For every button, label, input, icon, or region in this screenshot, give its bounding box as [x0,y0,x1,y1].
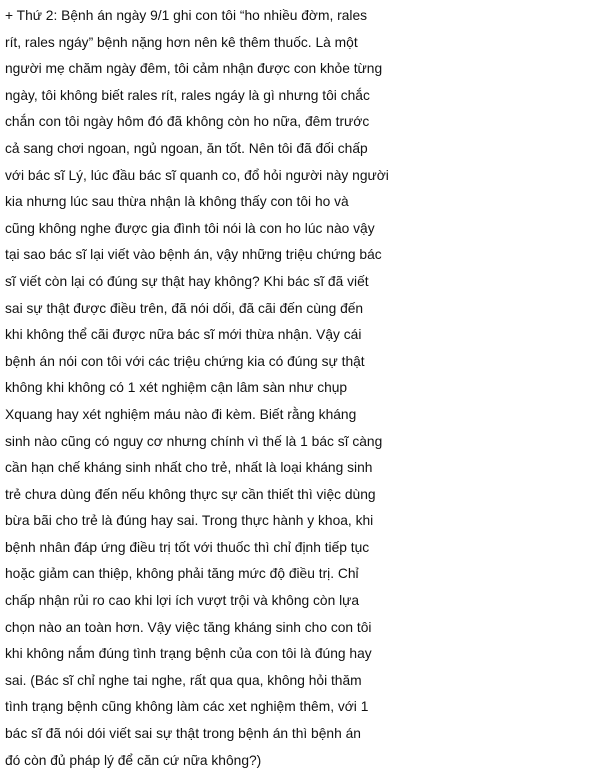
post-text-line: rít, rales ngáy” bệnh nặng hơn nên kê thêm thuốc. Là một [5,34,358,50]
post-text-line: bác sĩ đã nói dói viết sai sự thật trong bệnh án thì bệnh án [5,726,361,742]
post-text-line: với bác sĩ Lý, lúc đầu bác sĩ quanh co, đổ hỏi người này người [5,167,389,183]
post-text-line: cũng không nghe được gia đình tôi nói là con ho lúc nào vậy [5,220,375,236]
post-text-line: khi không thể cãi được nữa bác sĩ mới thừa nhận. Vậy cái [5,327,362,343]
post-text-line: tình trạng bệnh cũng không làm các xet nghiệm thêm, với 1 [5,699,369,715]
post-text-line: chắn con tôi ngày hôm đó đã không còn ho nữa, đêm trước [5,114,370,130]
post-text-line: cả sang chơi ngoan, ngủ ngoan, ăn tốt. Nên tôi đã đối chấp [5,140,368,156]
post-text-line: đó còn đủ pháp lý để căn cứ nữa không?) [5,752,262,768]
post-text-line: hoặc giảm can thiệp, không phải tăng mức độ điều trị. Chỉ [5,566,359,582]
post-text-line: kia nhưng lúc sau thừa nhận là không thấy con tôi ho và [5,194,349,210]
post-text-line: người mẹ chăm ngày đêm, tôi cảm nhận được con khỏe từng [5,61,383,77]
post-text-line: sai. (Bác sĩ chỉ nghe tai nghe, rất qua qua, không hỏi thăm [5,672,362,688]
post-text-line: + Thứ 2: Bệnh án ngày 9/1 ghi con tôi “ho nhiều đờm, rales [5,8,368,23]
post-text-line: ngày, tôi không biết rales rít, rales ngáy là gì nhưng tôi chắc [5,87,370,103]
post-text-line: bệnh nhân đáp ứng điều trị tốt với thuốc thì chỉ định tiếp tục [5,539,370,555]
post-text-line: bệnh án nói con tôi với các triệu chứng kia có đúng sự thật [5,353,365,369]
post-text-line: cần hạn chế kháng sinh nhất cho trẻ, nhất là loại kháng sinh [5,460,373,476]
post-text-line: khi không nắm đúng tình trạng bệnh của con tôi là đúng hay [5,646,372,662]
post-text-line: tại sao bác sĩ lại viết vào bệnh án, vậy những triệu chứng bác [5,247,382,263]
post-text-line: Xquang hay xét nghiệm máu nào đi kèm. Biết rằng kháng [5,406,357,422]
post-text-line: bừa bãi cho trẻ là đúng hay sai. Trong thực hành y khoa, khi [5,513,374,529]
post-text-line: không khi không có 1 xét nghiệm cận lâm sàn như chụp [5,380,348,396]
post-text-line: sai sự thật được điều trên, đã nói dối, đã cãi đến cùng đến [5,300,364,316]
post-text-line: sĩ viết còn lại có đúng sự thật hay không? Khi bác sĩ đã viết [5,273,369,289]
post-text-line: chấp nhận rủi ro cao khi lợi ích vượt trội và không còn lựa [5,593,360,609]
post-text-line: sinh nào cũng có nguy cơ nhưng chính vì thế là 1 bác sĩ càng [5,433,383,449]
post-text-line: chọn nào an toàn hơn. Vậy việc tăng kháng sinh cho con tôi [5,619,372,635]
post-text-line: trẻ chưa dùng đến nếu không thực sự cần thiết thì việc dùng [5,486,376,502]
